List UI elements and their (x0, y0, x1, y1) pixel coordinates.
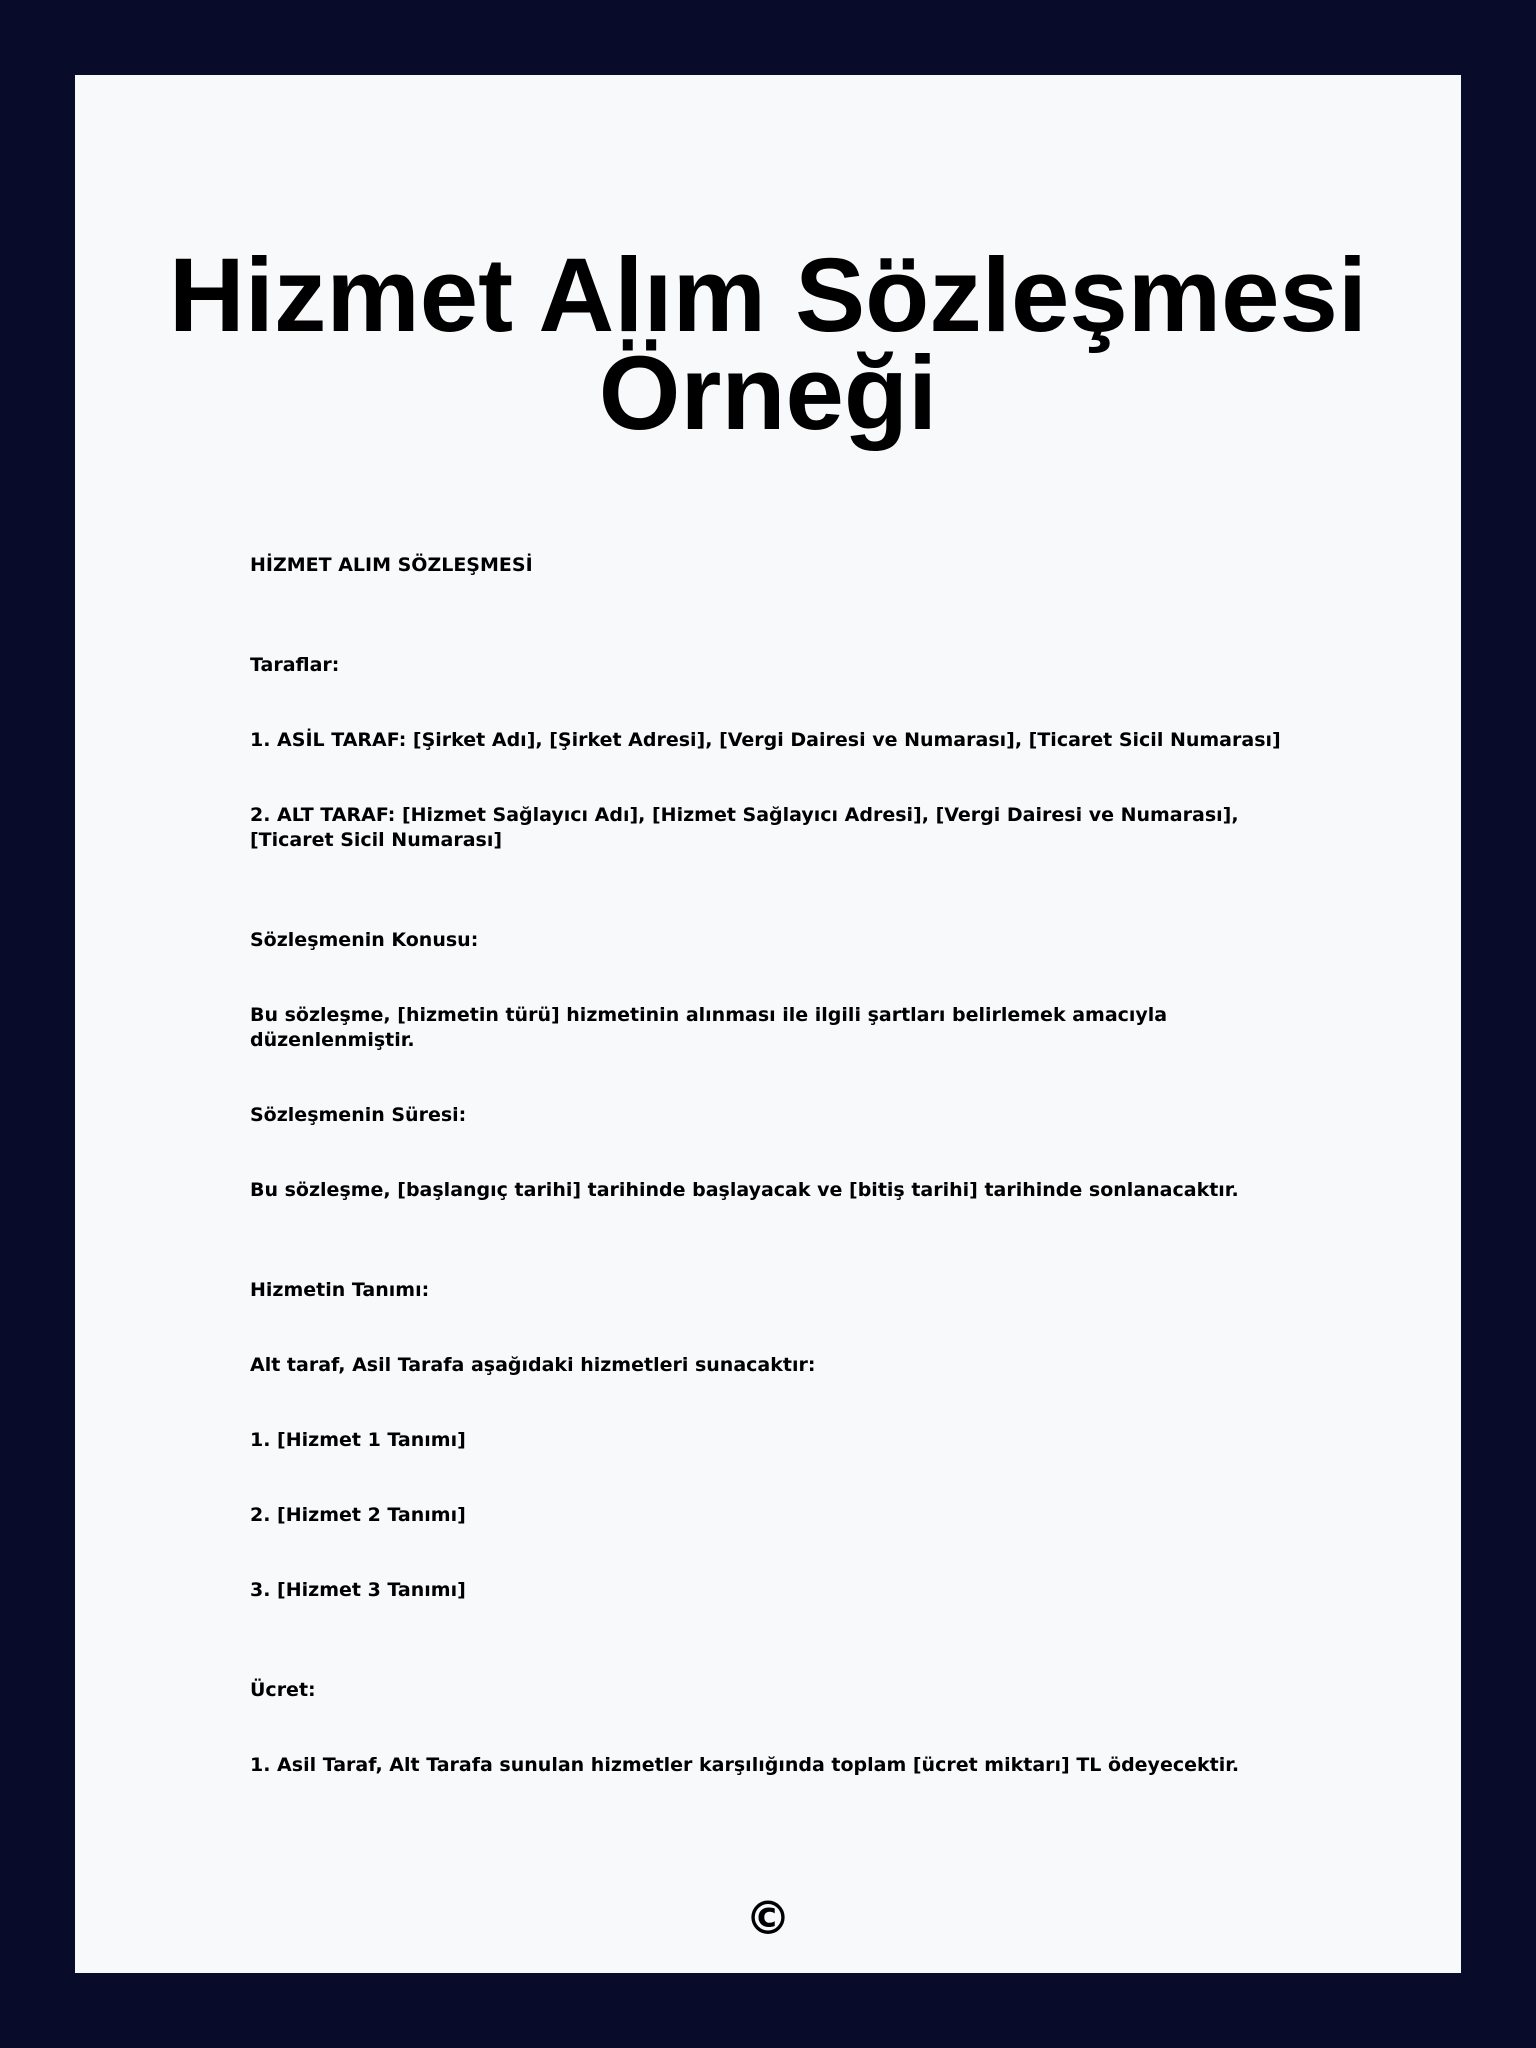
document-title: Hizmet Alım Sözleşmesi Örneği (168, 237, 1368, 452)
subject-label: Sözleşmenin Konusu: (250, 929, 479, 951)
service-intro: Alt taraf, Asil Tarafa aşağıdaki hizmetleri sunacaktır: (250, 1354, 816, 1376)
fee-item-1: 1. Asil Taraf, Alt Tarafa sunulan hizmetler karşılığında toplam [ücret miktarı] TL ödeyecektir. (250, 1754, 1240, 1776)
duration-text: Bu sözleşme, [başlangıç tarihi] tarihinde başlayacak ve [bitiş tarihi] tarihinde sonlanacaktır. (250, 1179, 1239, 1201)
service-item-2: 2. [Hizmet 2 Tanımı] (250, 1504, 466, 1526)
subject-text: Bu sözleşme, [hizmetin türü] hizmetinin alınması ile ilgili şartları belirlemek amacıyla düzenlenmiştir. (250, 1004, 1168, 1051)
copyright-icon: © (745, 1891, 791, 1945)
service-label: Hizmetin Tanımı: (250, 1279, 430, 1301)
fee-label: Ücret: (250, 1679, 316, 1701)
party-2-text: 2. ALT TARAF: [Hizmet Sağlayıcı Adı], [Hizmet Sağlayıcı Adresi], [Vergi Dairesi ve Numarası], [Ticaret Sicil Numarası] (250, 804, 1239, 851)
service-item-3: 3. [Hizmet 3 Tanımı] (250, 1579, 466, 1601)
party-1-text: 1. ASİL TARAF: [Şirket Adı], [Şirket Adresi], [Vergi Dairesi ve Numarası], [Ticaret Sicil Numarası] (250, 729, 1281, 751)
service-item-1: 1. [Hizmet 1 Tanımı] (250, 1429, 466, 1451)
parties-label: Taraflar: (250, 654, 340, 676)
contract-heading: HİZMET ALIM SÖZLEŞMESİ (250, 554, 533, 576)
duration-label: Sözleşmenin Süresi: (250, 1104, 467, 1126)
document-page (75, 75, 1461, 1973)
